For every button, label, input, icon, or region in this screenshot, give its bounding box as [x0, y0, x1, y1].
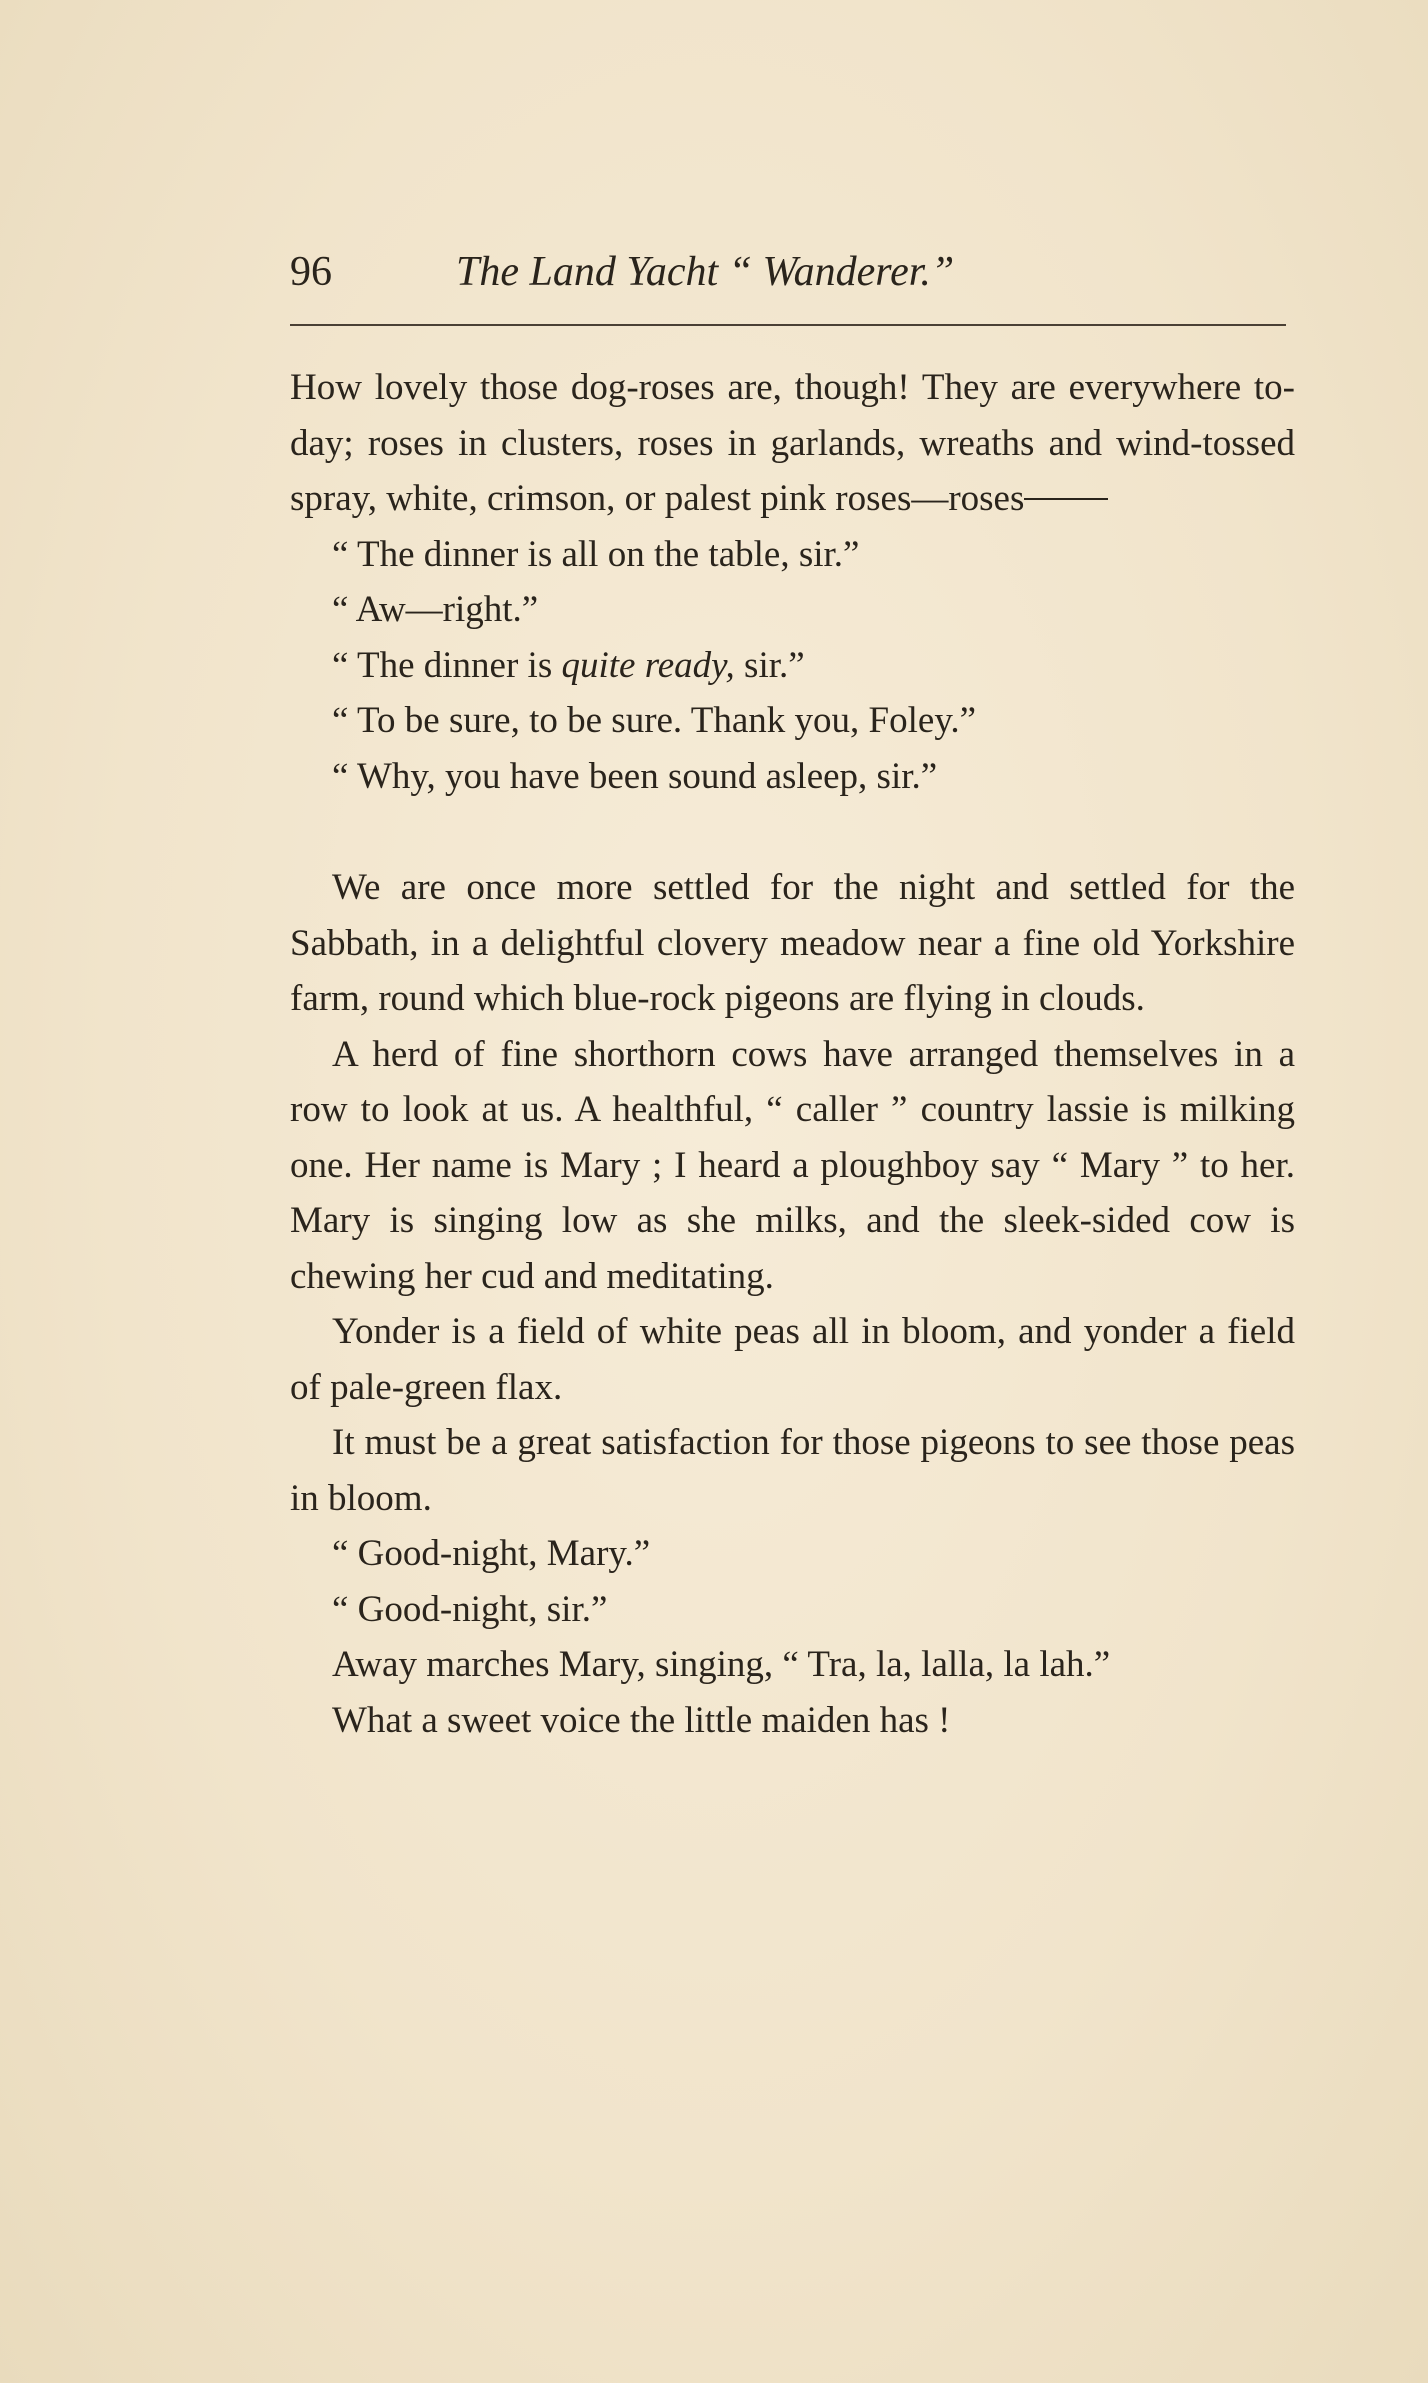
- italic-emphasis: quite ready,: [561, 644, 735, 686]
- dialogue-line: “ Why, you have been sound asleep, sir.”: [332, 755, 938, 797]
- paragraph: A herd of fine shorthorn cows have arranged themselves in a row to look at us. A healthful, “ caller ” country lassie is milking one. Her name is Mary ; I heard a ploughboy say “ Mary ” to her. Mary is singing low as she milks, and the sleek-sided cow is chewing her cud and meditating.: [290, 1033, 1295, 1297]
- paragraph-text: How lovely those dog-roses are, though! They are everywhere to-day; roses in clusters, roses in garlands, wreaths and wind-tossed spray, white, crimson, or palest pink roses—roses: [290, 367, 1295, 519]
- page-text: [290, 360, 1295, 1748]
- page-header: [290, 248, 1280, 308]
- paragraph: It must be a great satisfaction for those pigeons to see those peas in bloom.: [290, 1422, 1295, 1519]
- paragraph: We are once more settled for the night and settled for the Sabbath, in a delightful clovery meadow near a fine old Yorkshire farm, round which blue-rock pigeons are flying in clouds.: [290, 867, 1295, 1019]
- em-dash-rule: [1024, 498, 1108, 500]
- dialogue-line: “ Good-night, Mary.”: [332, 1533, 651, 1574]
- paragraph: [290, 360, 1295, 527]
- dialogue-line: “ Aw—right.”: [332, 589, 539, 630]
- running-title: The Land Yacht “ Wanderer.”: [456, 249, 955, 295]
- dialogue-line: “ The dinner is all on the table, sir.”: [332, 533, 860, 575]
- header-rule: [290, 324, 1286, 326]
- dialogue-line: “ Good-night, sir.”: [332, 1588, 608, 1630]
- page-number: 96: [290, 249, 332, 295]
- dialogue-text: “ The dinner is: [332, 644, 562, 686]
- dialogue-text: sir.”: [734, 644, 805, 686]
- paragraph: What a sweet voice the little maiden has !: [332, 1699, 951, 1741]
- dialogue-line: “ To be sure, to be sure. Thank you, Foley.”: [332, 700, 977, 741]
- paragraph: Yonder is a field of white peas all in bloom, and yonder a field of pale-green flax.: [290, 1311, 1295, 1408]
- dialogue-line: [290, 638, 1295, 694]
- paragraph: Away marches Mary, singing, “ Tra, la, lalla, la lah.”: [332, 1644, 1111, 1685]
